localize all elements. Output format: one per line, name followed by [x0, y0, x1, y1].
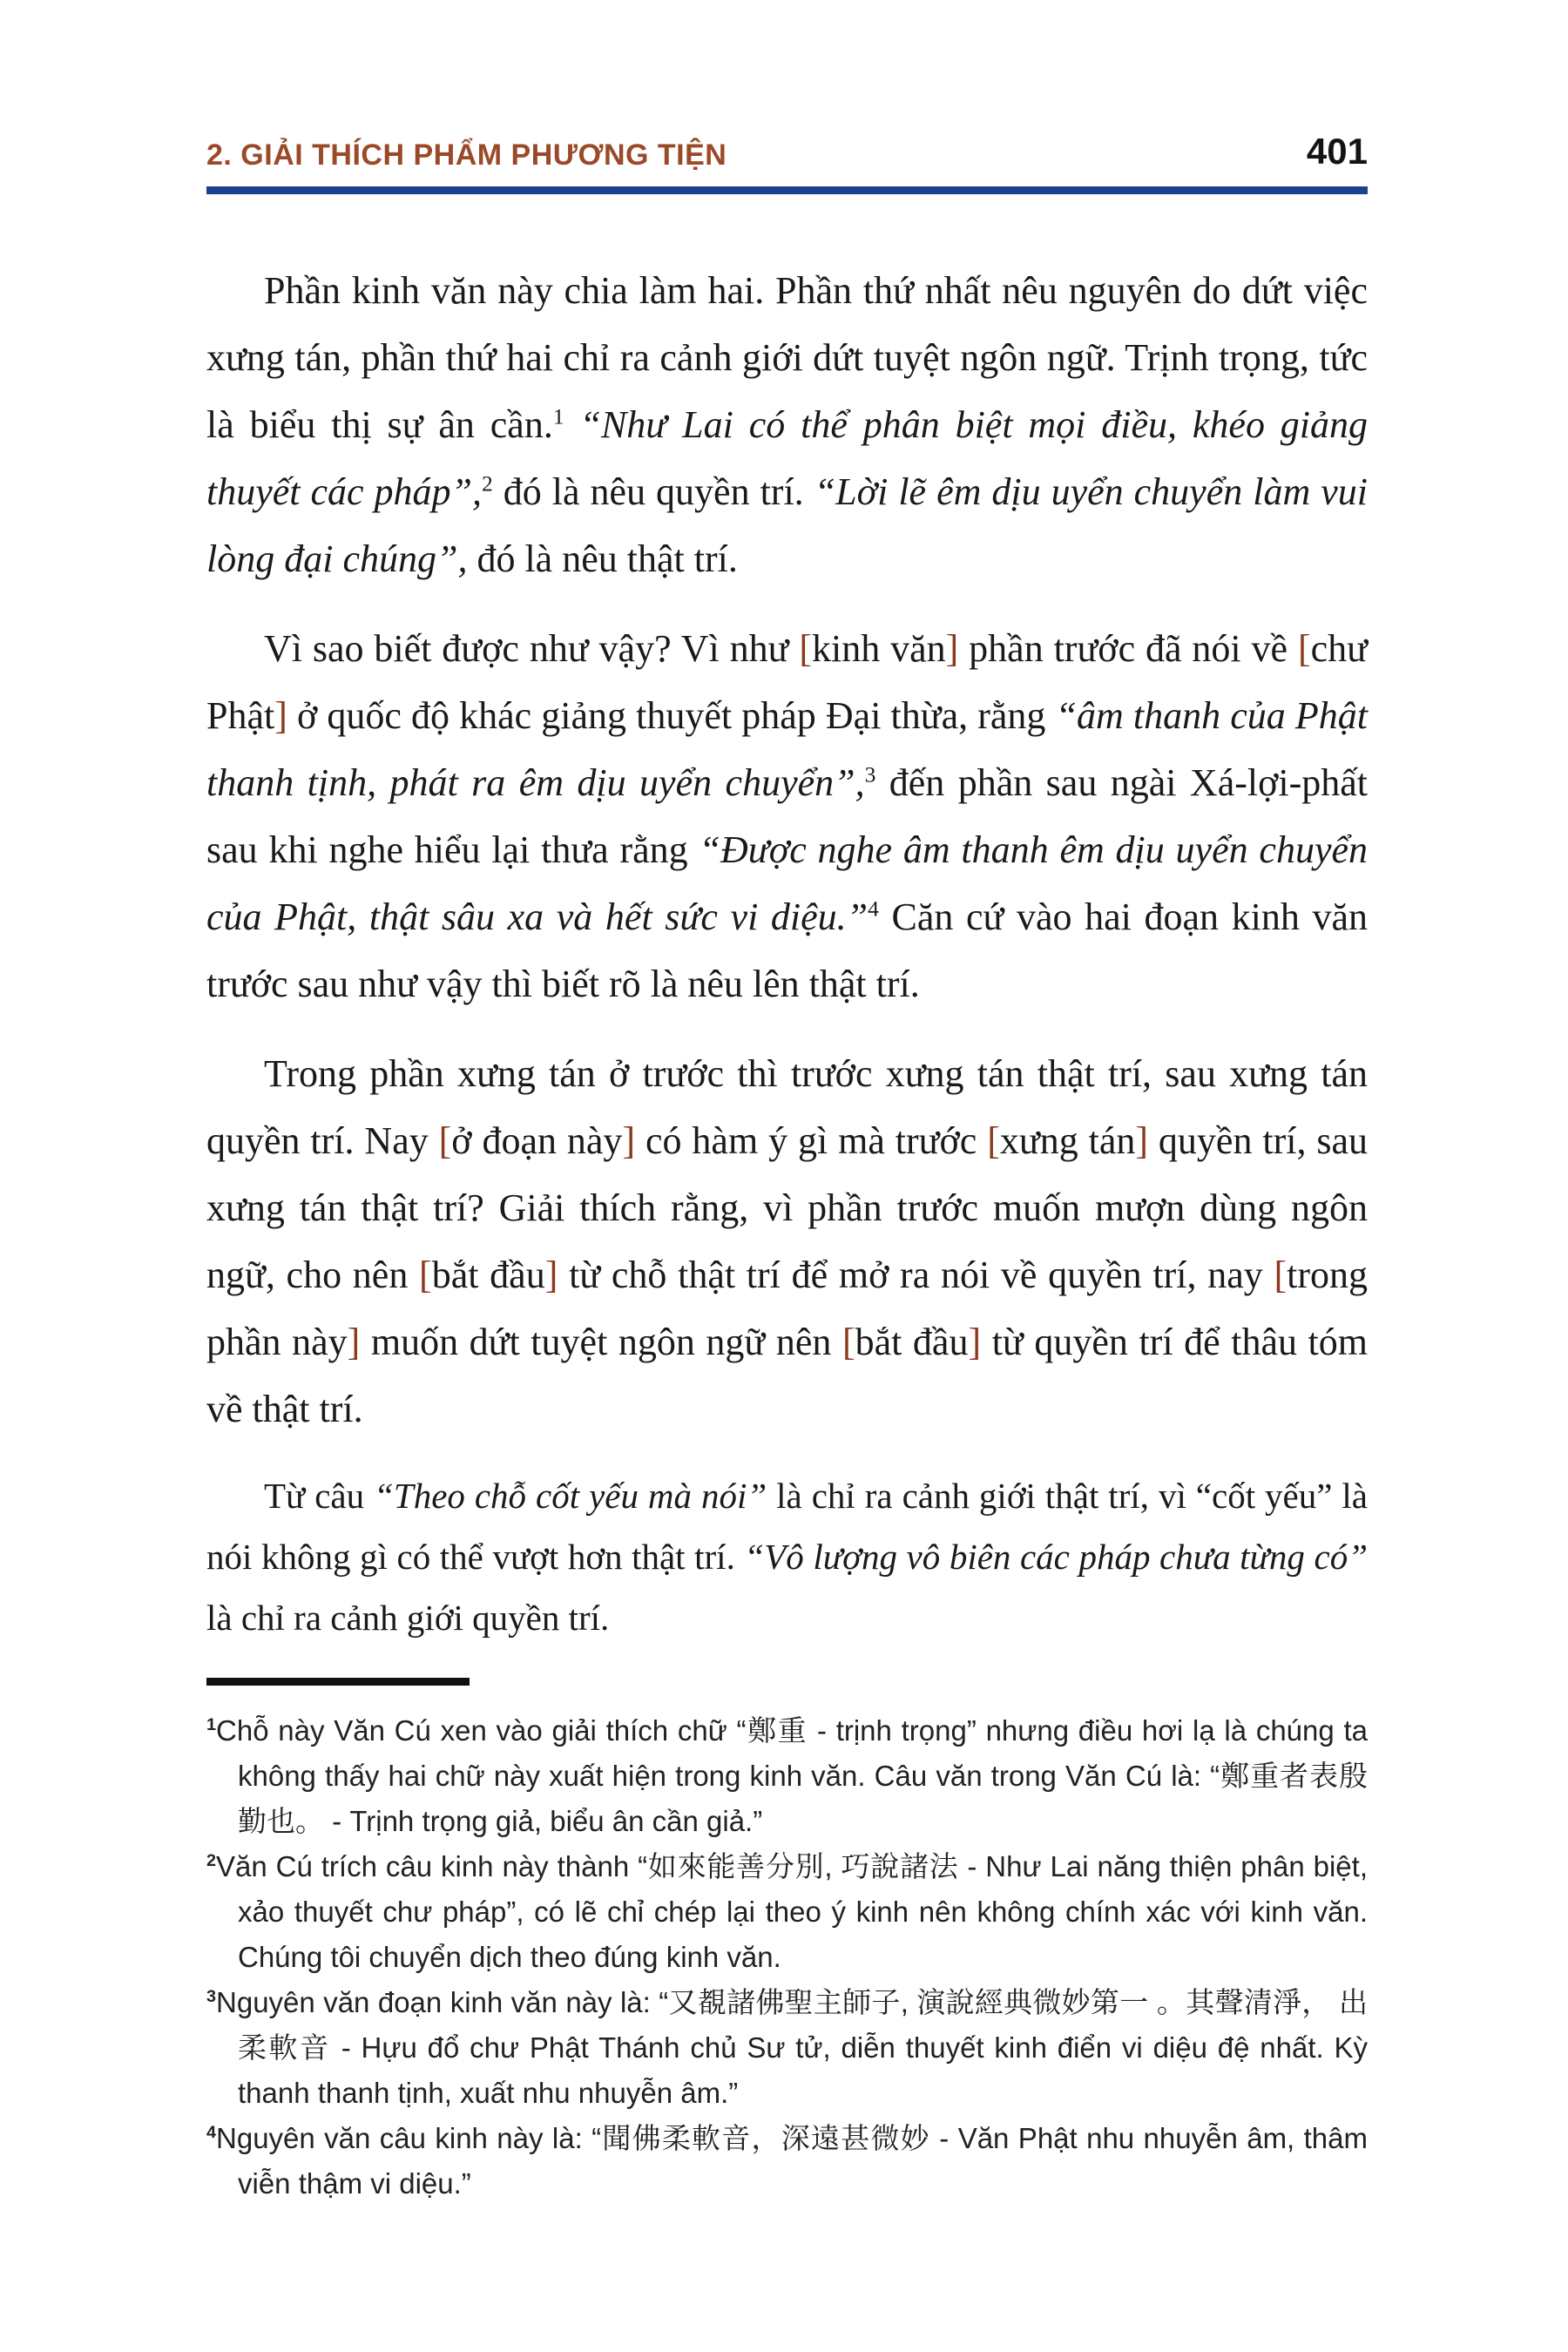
footnote-3 — [206, 1980, 1368, 2116]
page-number: 401 — [1306, 131, 1368, 172]
body-text — [206, 257, 1368, 1648]
footnotes-section — [206, 1708, 1368, 2207]
footnote-4-marker: 4 — [206, 2123, 217, 2142]
body-paragraph-2: Vì sao biết được như vậy? Vì như [kinh văn] phần trước đã nói về [chư Phật] ở quốc độ khác giảng thuyết pháp Đại thừa, rằng “âm thanh của Phật thanh tịnh, phát ra êm dịu uyển chuyển”,$^3$ đến phần sau ngài Xá-lợi-phất sau khi nghe hiểu lại thưa rằng “Được nghe âm thanh êm dịu uyển chuyển của Phật, thật sâu xa và hết sức vi diệu.”$^4$ Căn cứ vào hai đoạn kinh văn trước sau như vậy thì biết rõ là nêu lên thật trí. — [206, 627, 1369, 1005]
header-rule — [206, 186, 1368, 194]
footnote-2-marker: 2 — [206, 1851, 217, 1870]
footnote-1 — [206, 1708, 1368, 1844]
footnote-separator — [206, 1678, 470, 1686]
chapter-title: 2. GIẢI THÍCH PHẨM PHƯƠNG TIỆN — [206, 139, 727, 172]
footnote-4 — [206, 2116, 1368, 2207]
body-paragraph-3: Trong phần xưng tán ở trước thì trước xưng tán thật trí, sau xưng tán quyền trí. Nay [ở đoạn này] có hàm ý gì mà trước [xưng tán] quyền trí, sau xưng tán thật trí? Giải thích rằng, vì phần trước muốn mượn dùng ngôn ngữ, cho nên [bắt đầu] từ chỗ thật trí để mở ra nói về quyền trí, nay [trong phần này] muốn dứt tuyệt ngôn ngữ nên [bắt đầu] từ quyền trí để thâu tóm về thật trí. — [206, 1052, 1368, 1430]
footnote-4-text: Nguyên văn câu kinh này là: “聞佛柔軟音，深遠甚微妙 - Văn Phật nhu nhuyễn âm, thâm viễn thậm vi diệu.” — [216, 2122, 1368, 2200]
body-paragraph-4: Từ câu “Theo chỗ cốt yếu mà nói” là chỉ ra cảnh giới thật trí, vì “cốt yếu” là nói không gì có thể vượt hơn thật trí. “Vô lượng vô biên các pháp chưa từng có” là chỉ ra cảnh giới quyền trí. — [206, 1476, 1368, 1638]
footnote-2 — [206, 1844, 1368, 1980]
body-paragraph-1: Phần kinh văn này chia làm hai. Phần thứ nhất nêu nguyên do dứt việc xưng tán, phần thứ hai chỉ ra cảnh giới dứt tuyệt ngôn ngữ. Trịnh trọng, tức là biểu thị sự ân cần.$^1$ “Như Lai có thể phân biệt mọi điều, khéo giảng thuyết các pháp”,$^2$ đó là nêu quyền trí. “Lời lẽ êm dịu uyển chuyển làm vui lòng đại chúng”, đó là nêu thật trí. — [206, 269, 1369, 580]
footnote-3-text: Nguyên văn đoạn kinh văn này là: “又覩諸佛聖主師子, 演說經典微妙第一 。其聲清淨， 出柔軟音 - Hựu đổ chư Phật Thánh chủ Sư tử, diễn thuyết kinh điển vi diệu đệ nhất. Kỳ thanh thanh tịnh, xuất nhu nhuyễn âm.” — [216, 1986, 1368, 2109]
footnote-2-text: Văn Cú trích câu kinh này thành “如來能善分別, 巧說諸法 - Như Lai năng thiện phân biệt, xảo thuyết chư pháp”, có lẽ chỉ chép lại theo ý kinh nên không chính xác với kinh văn. Chúng tôi chuyển dịch theo đúng kinh văn. — [216, 1850, 1368, 1973]
footnote-1-marker: 1 — [206, 1715, 217, 1734]
footnote-1-text: Chỗ này Văn Cú xen vào giải thích chữ “鄭重 - trịnh trọng” nhưng điều hơi lạ là chúng ta không thấy hai chữ này xuất hiện trong kinh văn. Câu văn trong Văn Cú là: “鄭重者表殷勤也。 - Trịnh trọng giả, biểu ân cần giả.” — [216, 1714, 1368, 1837]
running-header — [206, 131, 1368, 172]
footnote-3-marker: 3 — [206, 1987, 217, 2006]
